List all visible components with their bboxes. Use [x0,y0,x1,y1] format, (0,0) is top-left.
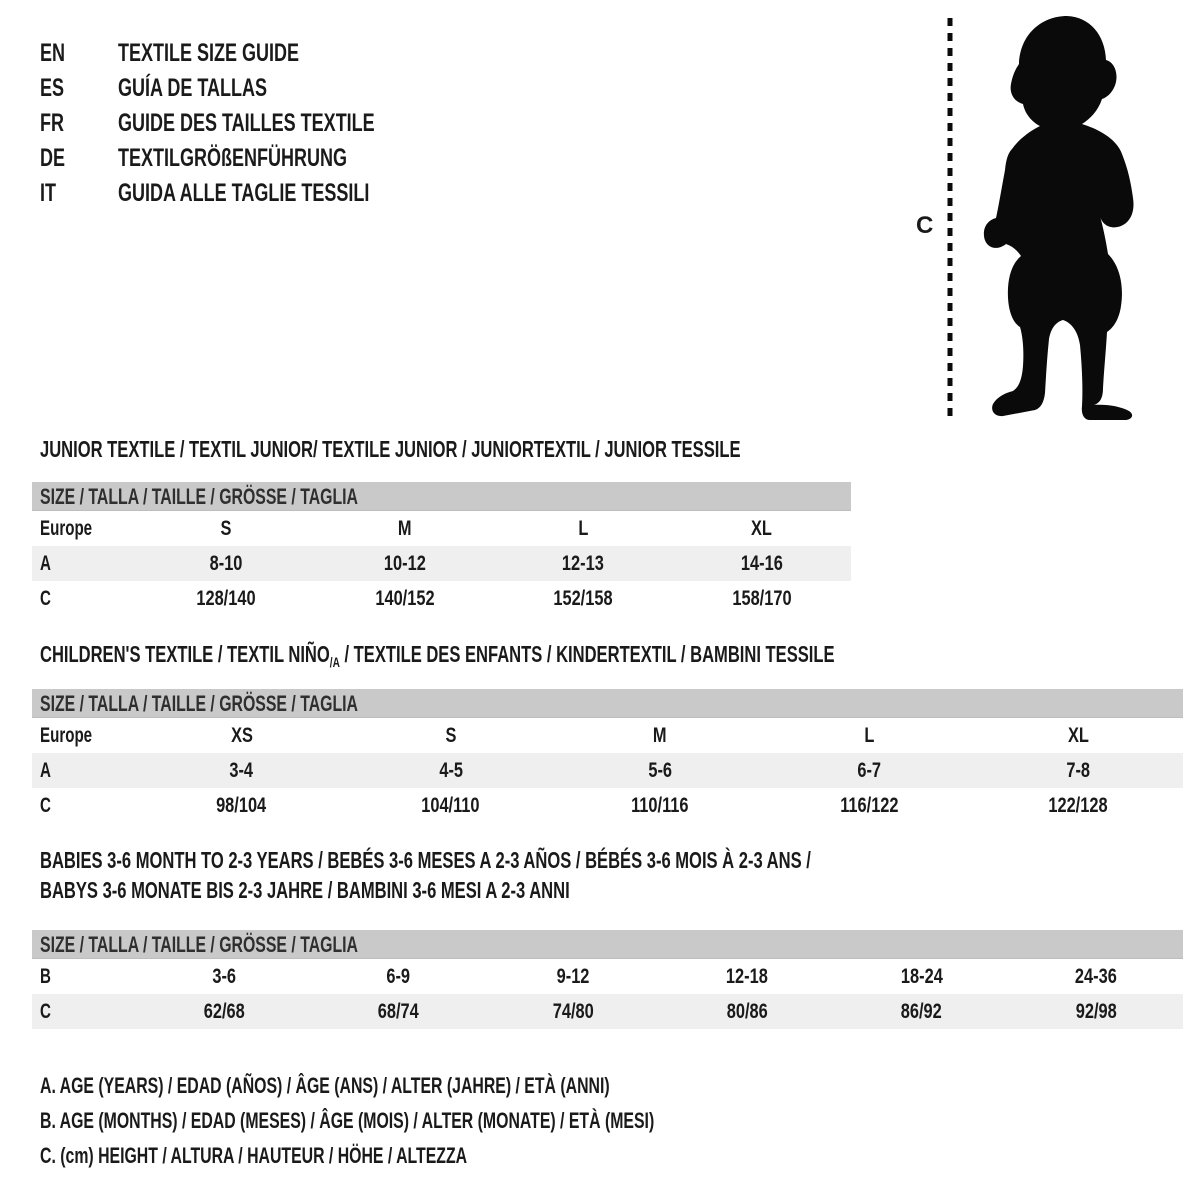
size-cell: 152/158 [553,587,613,610]
table-row [32,511,851,546]
size-cell: 3-6 [212,965,237,988]
size-cell: 62/68 [203,1000,245,1023]
row-label: B [40,965,51,988]
title-part: CHILDREN'S TEXTILE / TEXTIL NIÑO [40,641,330,667]
size-cell: 9-12 [556,965,590,988]
table-row [32,718,1183,753]
row-label: C [40,794,51,817]
lang-title: GUÍA DE TALLAS [118,74,267,102]
junior-size-table [32,482,851,616]
size-cell: 5-6 [648,759,672,782]
footnote-a [40,1071,831,1106]
row-label: Europe [40,724,93,747]
size-header-text: SIZE / TALLA / TAILLE / GRÖSSE / TAGLIA [40,484,358,509]
section-title-children [40,641,1144,670]
size-cell: 140/152 [375,587,435,610]
size-cell: S [445,724,457,747]
section-title-text: BABYS 3-6 MONATE BIS 2-3 JAHRE / BAMBINI 3-6 MESI A 2-3 ANNI [40,877,570,903]
section-title-babies-line2 [40,877,776,904]
row-label: A [40,759,51,782]
lang-code: EN [40,39,66,67]
size-cell: XS [230,724,253,747]
size-cell: 98/104 [216,794,267,817]
size-cell: S [220,517,232,540]
size-cell: 68/74 [377,1000,419,1023]
row-label: C [40,587,51,610]
size-cell: 80/86 [726,1000,768,1023]
size-cell: 14-16 [740,552,783,575]
size-guide-figure [900,12,1160,424]
lang-title: TEXTILGRÖßENFÜHRUNG [118,144,347,172]
table-row [32,959,1183,994]
footnote-text: A. AGE (YEARS) / EDAD (AÑOS) / ÂGE (ANS) / ALTER (JAHRE) / ETÀ (ANNI) [40,1073,610,1098]
lang-code: DE [40,144,66,172]
size-cell: 10-12 [383,552,426,575]
size-cell: 24-36 [1074,965,1117,988]
size-cell: 104/110 [421,794,480,817]
size-cell: 86/92 [900,1000,942,1023]
table-row [32,581,851,616]
table-row [32,994,1183,1029]
lang-code: FR [40,109,64,137]
size-header-row [32,930,1183,959]
size-cell: 12-13 [562,552,605,575]
size-cell: 122/128 [1048,794,1109,817]
size-cell: 158/170 [732,587,792,610]
title-part: / TEXTILE DES ENFANTS / KINDERTEXTIL / BAMBINI TESSILE [339,641,835,667]
language-title-list [40,36,475,211]
lang-row-en [40,36,475,71]
size-cell: L [578,517,589,540]
lang-row-es [40,71,475,106]
size-cell: 116/122 [840,794,899,817]
size-cell: 110/116 [631,794,689,817]
size-cell: 6-7 [857,759,882,782]
section-title-babies-line1 [40,847,1111,874]
row-label: A [40,552,51,575]
footnote-b [40,1106,893,1141]
size-cell: 6-9 [386,965,411,988]
size-cell: 74/80 [552,1000,594,1023]
lang-title: GUIDE DES TAILLES TEXTILE [118,109,375,137]
lang-code: ES [40,74,65,102]
size-header-text: SIZE / TALLA / TAILLE / GRÖSSE / TAGLIA [40,691,358,716]
size-cell: 92/98 [1075,1000,1117,1023]
lang-title: GUIDA ALLE TAGLIE TESSILI [118,179,370,207]
size-cell: 8-10 [209,552,243,575]
toddler-silhouette [984,16,1134,420]
children-size-table [32,689,1183,823]
size-cell: M [397,517,412,540]
size-cell: XL [1067,724,1089,747]
table-row [32,788,1183,823]
section-title-text: JUNIOR TEXTILE / TEXTIL JUNIOR/ TEXTILE JUNIOR / JUNIORTEXTIL / JUNIOR TESSILE [40,436,741,462]
row-label: Europe [40,517,93,540]
section-title-junior [40,436,1013,463]
row-label: C [40,1000,51,1023]
size-cell: 18-24 [900,965,943,988]
babies-size-table [32,930,1183,1029]
size-header-row [32,482,851,511]
footnote-text: B. AGE (MONTHS) / EDAD (MESES) / ÂGE (MOIS) / ALTER (MONATE) / ETÀ (MESI) [40,1108,655,1133]
table-row [32,753,1183,788]
size-cell: 4-5 [438,759,463,782]
size-header-text: SIZE / TALLA / TAILLE / GRÖSSE / TAGLIA [40,932,358,957]
lang-row-it [40,176,475,211]
section-title-text: BABIES 3-6 MONTH TO 2-3 YEARS / BEBÉS 3-6 MESES A 2-3 AÑOS / BÉBÉS 3-6 MOIS À 2-3 ANS / [40,847,811,873]
table-row [32,546,851,581]
lang-code: IT [40,179,56,207]
size-cell: XL [751,517,773,540]
lang-title: TEXTILE SIZE GUIDE [118,39,300,67]
size-cell: M [653,724,667,747]
size-cell: 128/140 [196,587,256,610]
lang-row-fr [40,106,475,141]
lang-row-de [40,141,475,176]
size-cell: 7-8 [1066,759,1091,782]
size-cell: 3-4 [229,759,254,782]
section-title-text [40,641,835,670]
size-cell: 12-18 [726,965,769,988]
size-cell: L [864,724,875,747]
size-header-row [32,689,1183,718]
measure-label-c: C [916,212,934,239]
footnote-c [40,1141,633,1176]
title-subscript: /A [329,654,340,670]
footnote-text: C. (cm) HEIGHT / ALTURA / HAUTEUR / HÖHE / ALTEZZA [40,1143,468,1168]
